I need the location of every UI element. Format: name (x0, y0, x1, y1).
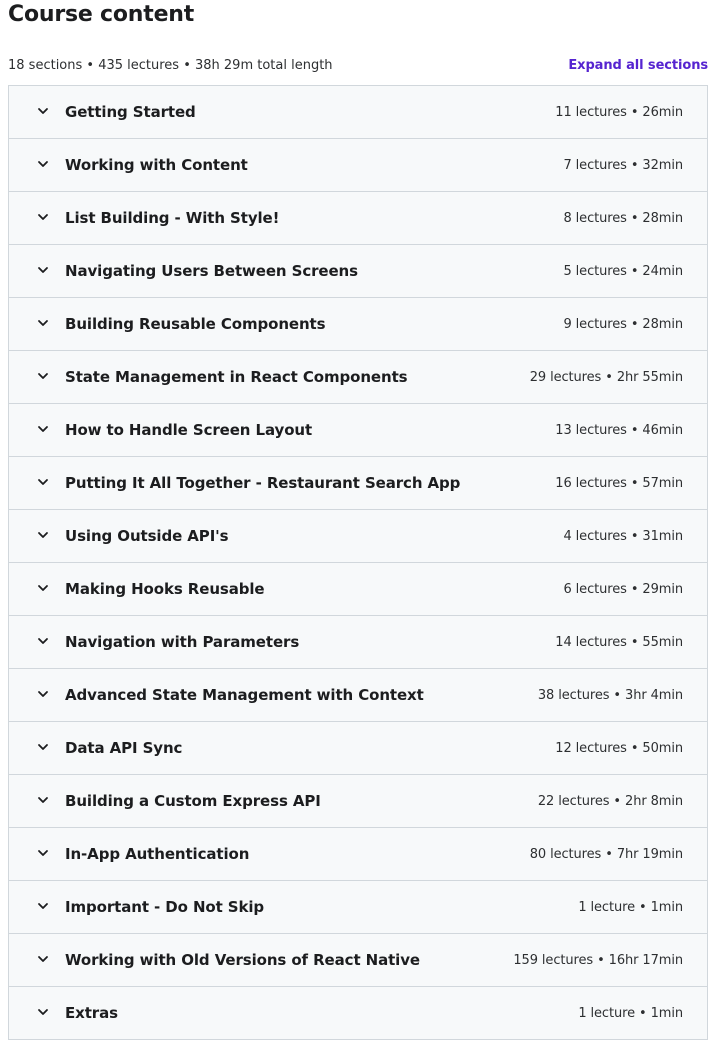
section-header[interactable] (8, 616, 708, 669)
section-title: Navigating Users Between Screens (65, 262, 358, 280)
chevron-down-icon (37, 741, 49, 753)
section-header[interactable] (8, 828, 708, 881)
section-meta: 22 lectures • 2hr 8min (537, 793, 683, 809)
section-title: Building a Custom Express API (65, 792, 321, 810)
chevron-down-icon (37, 317, 49, 329)
section-header[interactable] (8, 987, 708, 1040)
section-meta: 11 lectures • 26min (555, 104, 683, 120)
section-title: Putting It All Together - Restaurant Search App (65, 474, 461, 492)
section-title: List Building - With Style! (65, 209, 280, 227)
section-meta: 14 lectures • 55min (555, 634, 683, 650)
chevron-down-icon (37, 953, 49, 965)
section-header[interactable] (8, 669, 708, 722)
chevron-down-icon (37, 105, 49, 117)
page-title: Course content (8, 2, 195, 27)
section-meta: 7 lectures • 32min (563, 157, 683, 173)
section-meta: 5 lectures • 24min (563, 263, 683, 279)
chevron-down-icon (37, 582, 49, 594)
section-header[interactable] (8, 881, 708, 934)
section-title: How to Handle Screen Layout (65, 421, 313, 439)
chevron-down-icon (37, 1006, 49, 1018)
section-meta: 29 lectures • 2hr 55min (529, 369, 683, 385)
section-meta: 9 lectures • 28min (563, 316, 683, 332)
section-title: Advanced State Management with Context (65, 686, 424, 704)
section-meta: 13 lectures • 46min (555, 422, 683, 438)
section-title: Making Hooks Reusable (65, 580, 265, 598)
section-meta: 16 lectures • 57min (555, 475, 683, 491)
section-title: Important - Do Not Skip (65, 898, 265, 916)
course-summary-row (8, 56, 708, 74)
section-header[interactable] (8, 563, 708, 616)
section-header[interactable] (8, 298, 708, 351)
section-title: Working with Old Versions of React Native (65, 951, 420, 969)
chevron-down-icon (37, 423, 49, 435)
chevron-down-icon (37, 900, 49, 912)
chevron-down-icon (37, 794, 49, 806)
section-header[interactable] (8, 192, 708, 245)
section-header[interactable] (8, 404, 708, 457)
section-header[interactable] (8, 139, 708, 192)
section-title: Extras (65, 1004, 118, 1022)
section-header[interactable] (8, 775, 708, 828)
section-title: Working with Content (65, 156, 248, 174)
chevron-down-icon (37, 158, 49, 170)
section-title: Using Outside API's (65, 527, 229, 545)
chevron-down-icon (37, 370, 49, 382)
sections-list (8, 85, 708, 1040)
section-header[interactable] (8, 86, 708, 139)
section-header[interactable] (8, 245, 708, 298)
section-header[interactable] (8, 457, 708, 510)
chevron-down-icon (37, 476, 49, 488)
course-summary: 18 sections • 435 lectures • 38h 29m total length (8, 57, 333, 73)
chevron-down-icon (37, 264, 49, 276)
section-meta: 4 lectures • 31min (563, 528, 683, 544)
section-header[interactable] (8, 510, 708, 563)
section-title: In-App Authentication (65, 845, 250, 863)
section-meta: 6 lectures • 29min (563, 581, 683, 597)
section-title: Navigation with Parameters (65, 633, 300, 651)
section-header[interactable] (8, 722, 708, 775)
section-meta: 38 lectures • 3hr 4min (537, 687, 683, 703)
section-header[interactable] (8, 351, 708, 404)
section-meta: 1 lecture • 1min (578, 1005, 683, 1021)
section-header[interactable] (8, 934, 708, 987)
section-title: State Management in React Components (65, 368, 408, 386)
section-title: Building Reusable Components (65, 315, 326, 333)
section-meta: 159 lectures • 16hr 17min (513, 952, 683, 968)
section-meta: 1 lecture • 1min (578, 899, 683, 915)
chevron-down-icon (37, 635, 49, 647)
expand-all-sections-button[interactable]: Expand all sections (568, 57, 708, 73)
chevron-down-icon (37, 847, 49, 859)
section-meta: 80 lectures • 7hr 19min (529, 846, 683, 862)
chevron-down-icon (37, 211, 49, 223)
section-title: Getting Started (65, 103, 196, 121)
chevron-down-icon (37, 529, 49, 541)
section-meta: 8 lectures • 28min (563, 210, 683, 226)
chevron-down-icon (37, 688, 49, 700)
section-title: Data API Sync (65, 739, 183, 757)
section-meta: 12 lectures • 50min (555, 740, 683, 756)
